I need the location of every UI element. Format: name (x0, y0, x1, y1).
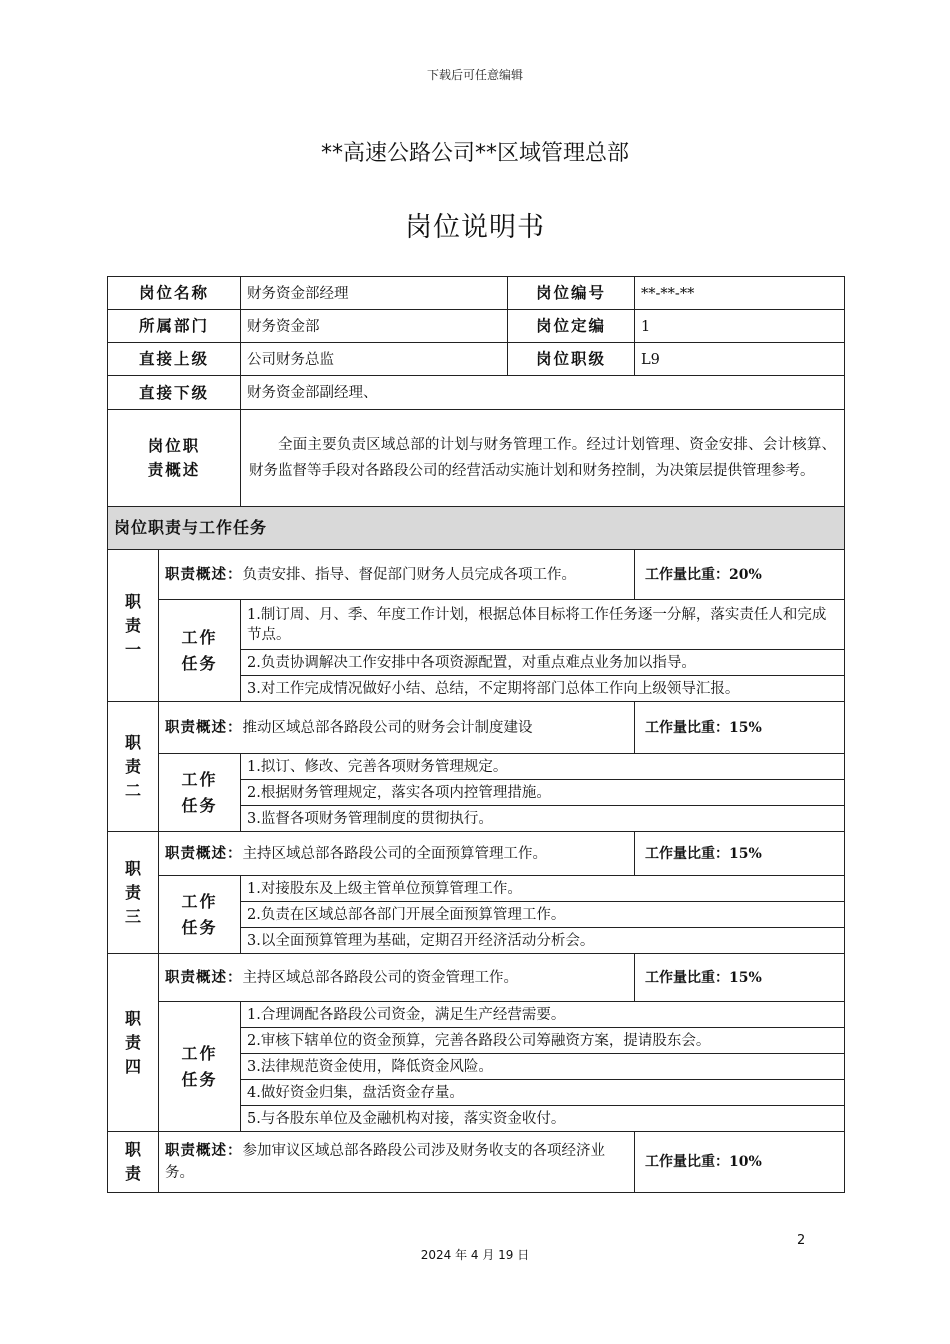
duty-3-weight-value: 15% (729, 845, 762, 862)
task-label-line-2: 任务 (181, 917, 218, 937)
duty-4-description-text: 主持区域总部各路段公司的资金管理工作。 (242, 969, 518, 986)
duty-2-weight-value: 15% (729, 719, 762, 736)
duty-2-desc-row (108, 702, 845, 754)
duty-1-description-text: 负责安排、指导、督促部门财务人员完成各项工作。 (242, 566, 576, 583)
duty-1-task-row (108, 600, 845, 650)
headcount-label: 岗位定编 (508, 310, 635, 343)
duty-desc-label: 职责概述： (165, 968, 243, 986)
duty-3-task-row (108, 876, 845, 902)
duty-2-description-text: 推动区域总部各路段公司的财务会计制度建设 (242, 719, 533, 736)
duty-5-description-text: 参加审议区域总部各路段公司涉及财务收支的各项经济业务。 (165, 1143, 605, 1181)
position-code-label: 岗位编号 (508, 277, 635, 310)
footer-date: 2024 年 4 月 19 日 (420, 1248, 530, 1262)
task-label-line-1: 工作 (181, 627, 218, 647)
duty-4-description (159, 954, 635, 1002)
department-label: 所属部门 (108, 310, 241, 343)
duty-2-label (108, 702, 159, 832)
duty-4-task-label (159, 1002, 241, 1132)
duty-5-label-char: 责 (124, 1164, 141, 1183)
duty-3-desc-row (108, 832, 845, 876)
document-title: 岗位说明书 (405, 212, 545, 243)
task-label-line-2: 任务 (181, 653, 218, 673)
duty-3-task-2: 2.负责在区域总部各部门开展全面预算管理工作。 (241, 902, 845, 928)
duty-desc-label: 职责概述： (165, 1142, 243, 1159)
duty-4-task-2: 2.审核下辖单位的资金预算，完善各路段公司筹融资方案，提请股东会。 (241, 1028, 845, 1054)
duty-2-label-char: 二 (124, 780, 141, 800)
duty-5-description (159, 1132, 635, 1193)
row-department (108, 310, 845, 343)
duty-1-task-label (159, 600, 241, 702)
duty-1-weight-value: 20% (729, 566, 762, 583)
grade-value: L9 (635, 343, 845, 376)
duty-3-label-char: 三 (124, 906, 141, 926)
row-position-name (108, 277, 845, 310)
summary-text: 全面主要负责区域总部的计划与财务管理工作。经过计划管理、资金安排、会计核算、财务监督等手段对各路段公司的经营活动实施计划和财务控制，为决策层提供管理参考。 (241, 410, 845, 507)
duty-2-task-1: 1.拟订、修改、完善各项财务管理规定。 (241, 754, 845, 780)
duty-1-weight (635, 550, 845, 600)
duty-3-label-char: 职 (124, 858, 141, 878)
summary-label-line-1: 岗位职 (147, 436, 201, 455)
duty-5-desc-row (108, 1132, 845, 1193)
subordinate-label: 直接下级 (108, 376, 241, 410)
duty-1-task-1: 1.制订周、月、季、年度工作计划，根据总体目标将工作任务逐一分解，落实责任人和完成节点。 (241, 600, 845, 650)
section-title: 岗位职责与工作任务 (108, 507, 845, 550)
duty-2-task-row (108, 754, 845, 780)
row-summary (108, 410, 845, 507)
subordinate-value: 财务资金部副经理、 (241, 376, 845, 410)
header-note: 下载后可任意编辑 (426, 68, 523, 82)
duty-3-description-text: 主持区域总部各路段公司的全面预算管理工作。 (242, 845, 547, 862)
position-name-label: 岗位名称 (108, 277, 241, 310)
task-label-line-1: 工作 (181, 769, 218, 789)
duty-2-weight (635, 702, 845, 754)
duty-desc-label: 职责概述： (165, 718, 243, 736)
section-header-row (108, 507, 845, 550)
duty-1-label-char: 一 (124, 639, 141, 659)
duty-3-label-char: 责 (124, 882, 141, 902)
position-name-value: 财务资金部经理 (241, 277, 508, 310)
duty-4-label (108, 954, 159, 1132)
duty-4-label-char: 职 (124, 1008, 141, 1028)
duty-2-task-2: 2.根据财务管理规定，落实各项内控管理措施。 (241, 780, 845, 806)
summary-label (108, 410, 241, 507)
duty-1-label-char: 职 (124, 591, 141, 611)
duty-desc-label: 职责概述： (165, 565, 243, 583)
duty-2-task-3: 3.监督各项财务管理制度的贯彻执行。 (241, 806, 845, 832)
grade-label: 岗位职级 (508, 343, 635, 376)
duty-1-task-3: 3.对工作完成情况做好小结、总结，不定期将部门总体工作向上级领导汇报。 (241, 676, 845, 702)
duty-2-label-char: 职 (124, 732, 141, 752)
weight-label: 工作量比重： (645, 566, 730, 583)
duty-3-weight (635, 832, 845, 876)
duty-4-task-row (108, 1002, 845, 1028)
duty-3-task-1: 1.对接股东及上级主管单位预算管理工作。 (241, 876, 845, 902)
duty-4-label-char: 四 (124, 1056, 141, 1076)
org-title: **高速公路公司**区域管理总部 (320, 141, 629, 166)
duty-1-description (159, 550, 635, 600)
duty-5-label (108, 1132, 159, 1193)
weight-label: 工作量比重： (645, 719, 730, 736)
summary-label-line-2: 责概述 (147, 460, 201, 479)
duty-4-task-3: 3.法律规范资金使用，降低资金风险。 (241, 1054, 845, 1080)
task-label-line-1: 工作 (181, 891, 218, 911)
duty-3-description (159, 832, 635, 876)
duty-3-task-label (159, 876, 241, 954)
duty-2-task-label (159, 754, 241, 832)
duty-2-description (159, 702, 635, 754)
duty-1-desc-row (108, 550, 845, 600)
task-label-line-1: 工作 (181, 1043, 218, 1063)
position-code-value: **-**-** (635, 277, 845, 310)
duty-4-desc-row (108, 954, 845, 1002)
weight-label: 工作量比重： (645, 969, 730, 986)
duty-4-weight (635, 954, 845, 1002)
superior-label: 直接上级 (108, 343, 241, 376)
superior-value: 公司财务总监 (241, 343, 508, 376)
job-description-table (107, 276, 845, 1193)
duty-4-task-4: 4.做好资金归集，盘活资金存量。 (241, 1080, 845, 1106)
duty-4-task-1: 1.合理调配各路段公司资金，满足生产经营需要。 (241, 1002, 845, 1028)
weight-label: 工作量比重： (645, 1154, 730, 1170)
duty-2-label-char: 责 (124, 756, 141, 776)
duty-1-label (108, 550, 159, 702)
task-label-line-2: 任务 (181, 1069, 218, 1089)
headcount-value: 1 (635, 310, 845, 343)
row-superior (108, 343, 845, 376)
weight-label: 工作量比重： (645, 845, 730, 862)
duty-5-label-char: 职 (124, 1140, 141, 1159)
duty-3-label (108, 832, 159, 954)
row-subordinate (108, 376, 845, 410)
duty-desc-label: 职责概述： (165, 844, 243, 862)
duty-3-task-3: 3.以全面预算管理为基础，定期召开经济活动分析会。 (241, 928, 845, 954)
duty-4-task-5: 5.与各股东单位及金融机构对接，落实资金收付。 (241, 1106, 845, 1132)
duty-4-weight-value: 15% (729, 969, 762, 986)
department-value: 财务资金部 (241, 310, 508, 343)
duty-1-label-char: 责 (124, 615, 141, 635)
duty-5-weight (635, 1132, 845, 1193)
duty-5-weight-value: 10% (729, 1154, 762, 1170)
task-label-line-2: 任务 (181, 795, 218, 815)
page-number: 2 (797, 1233, 806, 1248)
duty-1-task-2: 2.负责协调解决工作安排中各项资源配置，对重点难点业务加以指导。 (241, 650, 845, 676)
duty-4-label-char: 责 (124, 1032, 141, 1052)
